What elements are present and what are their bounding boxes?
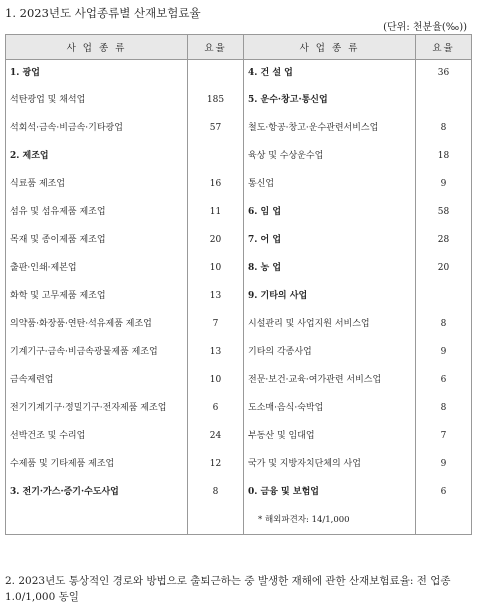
business-type-left: 의약품·화장품·연탄·석유제품 제조업 bbox=[6, 310, 188, 338]
header-rate-right: 요율 bbox=[416, 35, 472, 60]
business-type-right: 7. 어 업 bbox=[244, 226, 416, 254]
rate-left: 20 bbox=[188, 226, 244, 254]
table-row bbox=[6, 506, 472, 535]
rate-right: 9 bbox=[416, 170, 472, 198]
rate-left bbox=[188, 142, 244, 170]
rate-right: 28 bbox=[416, 226, 472, 254]
business-type-right: 4. 건 설 업 bbox=[244, 60, 416, 87]
business-type-left: 3. 전기·가스·증기·수도사업 bbox=[6, 478, 188, 506]
table-row bbox=[6, 310, 472, 338]
business-type-right: 5. 운수·창고·통신업 bbox=[244, 86, 416, 114]
rate-left: 12 bbox=[188, 450, 244, 478]
rate-left: 11 bbox=[188, 198, 244, 226]
rate-right: 18 bbox=[416, 142, 472, 170]
rate-right: 9 bbox=[416, 450, 472, 478]
rate-right: 7 bbox=[416, 422, 472, 450]
business-type-left: 선박건조 및 수리업 bbox=[6, 422, 188, 450]
business-type-left: 화학 및 고무제품 제조업 bbox=[6, 282, 188, 310]
overseas-dispatch-note: * 해외파견자: 14/1,000 bbox=[258, 514, 350, 525]
table-row bbox=[6, 450, 472, 478]
table-header-row bbox=[6, 35, 472, 60]
business-type-left: 식료품 제조업 bbox=[6, 170, 188, 198]
business-type-right: 통신업 bbox=[244, 170, 416, 198]
rate-right bbox=[416, 86, 472, 114]
commute-rate-note: 2. 2023년도 통상적인 경로와 방법으로 출퇴근하는 중 발생한 재해에 관한 산재보험료율: 전 업종 1.0/1,000 동일 bbox=[5, 575, 451, 604]
table-row bbox=[6, 86, 472, 114]
rate-right: 58 bbox=[416, 198, 472, 226]
business-type-left: 목재 및 종이제품 제조업 bbox=[6, 226, 188, 254]
rate-right: 6 bbox=[416, 366, 472, 394]
business-type-right: 육상 및 수상운수업 bbox=[244, 142, 416, 170]
table-row bbox=[6, 142, 472, 170]
business-type-right: 기타의 각종사업 bbox=[244, 338, 416, 366]
rate-right bbox=[416, 282, 472, 310]
table-row bbox=[6, 366, 472, 394]
business-type-left: 섬유 및 섬유제품 제조업 bbox=[6, 198, 188, 226]
business-type-right: 8. 농 업 bbox=[244, 254, 416, 282]
business-type-left: 수제품 및 기타제품 제조업 bbox=[6, 450, 188, 478]
rate-right: 9 bbox=[416, 338, 472, 366]
business-type-right: 국가 및 지방자치단체의 사업 bbox=[244, 450, 416, 478]
table-row bbox=[6, 60, 472, 87]
rate-left: 10 bbox=[188, 254, 244, 282]
table-row bbox=[6, 478, 472, 506]
table-row bbox=[6, 394, 472, 422]
rate-left bbox=[188, 60, 244, 87]
rate-left: 13 bbox=[188, 282, 244, 310]
header-rate-left: 요율 bbox=[188, 35, 244, 60]
business-type-left: 전기기계기구·정밀기구·전자제품 제조업 bbox=[6, 394, 188, 422]
business-type-left: 출판·인쇄·제본업 bbox=[6, 254, 188, 282]
business-type-right bbox=[244, 506, 416, 535]
table-row bbox=[6, 226, 472, 254]
rate-left: 6 bbox=[188, 394, 244, 422]
business-type-left: 1. 광업 bbox=[6, 60, 188, 87]
table-row bbox=[6, 338, 472, 366]
business-type-right: 도소매·음식·숙박업 bbox=[244, 394, 416, 422]
rate-right bbox=[416, 506, 472, 535]
table-row bbox=[6, 114, 472, 142]
rate-right: 20 bbox=[416, 254, 472, 282]
business-type-left: 금속제련업 bbox=[6, 366, 188, 394]
business-type-left: 2. 제조업 bbox=[6, 142, 188, 170]
business-type-right: 시설관리 및 사업지원 서비스업 bbox=[244, 310, 416, 338]
business-type-left: 석탄광업 및 채석업 bbox=[6, 86, 188, 114]
business-type-right: 철도·항공·창고·운수관련서비스업 bbox=[244, 114, 416, 142]
rate-right: 8 bbox=[416, 394, 472, 422]
insurance-rate-table bbox=[5, 34, 472, 535]
business-type-right: 부동산 및 임대업 bbox=[244, 422, 416, 450]
rate-right: 36 bbox=[416, 60, 472, 87]
rate-left: 8 bbox=[188, 478, 244, 506]
table-row bbox=[6, 170, 472, 198]
unit-label: (단위: 천분율(‰)) bbox=[383, 22, 467, 33]
document-title: 1. 2023년도 사업종류별 산재보험료율 bbox=[5, 6, 201, 20]
rate-left: 13 bbox=[188, 338, 244, 366]
rate-left: 10 bbox=[188, 366, 244, 394]
rate-left: 24 bbox=[188, 422, 244, 450]
business-type-left bbox=[6, 506, 188, 535]
header-business-type-right: 사 업 종 류 bbox=[244, 35, 416, 60]
rate-left: 185 bbox=[188, 86, 244, 114]
business-type-left: 기계기구·금속·비금속광물제품 제조업 bbox=[6, 338, 188, 366]
table-body bbox=[6, 60, 472, 535]
header-business-type-left: 사 업 종 류 bbox=[6, 35, 188, 60]
rate-left: 7 bbox=[188, 310, 244, 338]
business-type-left: 석회석·금속·비금속·기타광업 bbox=[6, 114, 188, 142]
business-type-right: 9. 기타의 사업 bbox=[244, 282, 416, 310]
rate-right: 8 bbox=[416, 114, 472, 142]
business-type-right: 0. 금융 및 보험업 bbox=[244, 478, 416, 506]
rate-right: 6 bbox=[416, 478, 472, 506]
business-type-right: 6. 임 업 bbox=[244, 198, 416, 226]
business-type-right: 전문·보건·교육·여가관련 서비스업 bbox=[244, 366, 416, 394]
table-row bbox=[6, 422, 472, 450]
table-row bbox=[6, 198, 472, 226]
rate-left bbox=[188, 506, 244, 535]
table-row bbox=[6, 282, 472, 310]
table-row bbox=[6, 254, 472, 282]
rate-right: 8 bbox=[416, 310, 472, 338]
rate-left: 57 bbox=[188, 114, 244, 142]
rate-left: 16 bbox=[188, 170, 244, 198]
